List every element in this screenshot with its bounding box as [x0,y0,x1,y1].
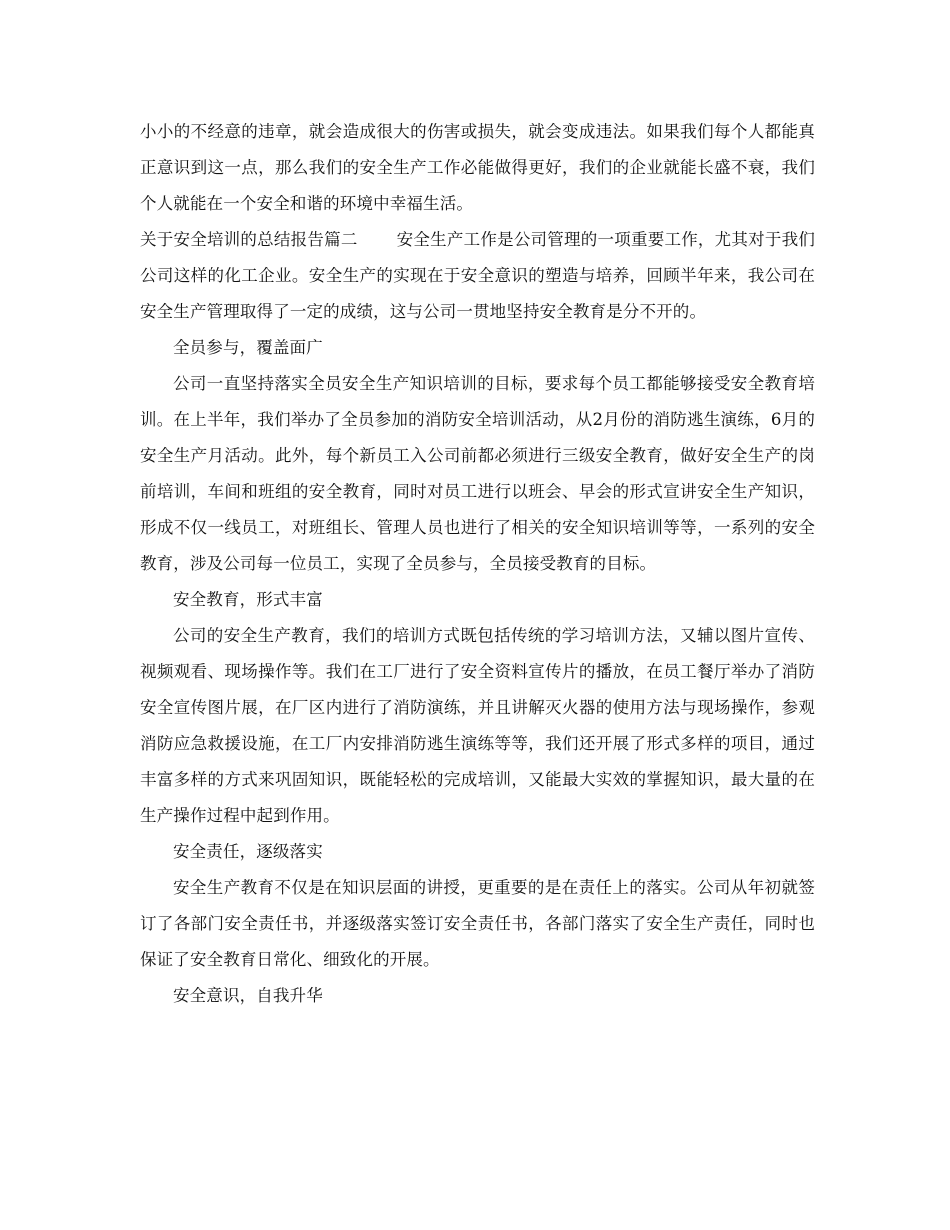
section-body-2: 公司的安全生产教育，我们的培训方式既包括传统的学习培训方法，又辅以图片宣传、视频观看、现场操作等。我们在工厂进行了安全资料宣传片的播放，在员工餐厅举办了消防安全宣传图片展，在厂区内进行了消防演练，并且讲解灭火器的使用方法与现场操作，参观消防应急救援设施，在工厂内安排消防逃生演练等等，我们还开展了形式多样的项目，通过丰富多样的方式来巩固知识，既能轻松的完成培训，又能最大实效的掌握知识，最大量的在生产操作过程中起到作用。 [140,626,815,825]
section-intro: 安全生产工作是公司管理的一项重要工作，尤其对于我们公司这样的化工企业。安全生产的实现在于安全意识的塑造与培养，回顾半年来，我公司在安全生产管理取得了一定的成绩，这与公司一贯地坚持安全教育是分不开的。 [140,230,815,321]
intro-paragraph: 小小的不经意的违章，就会造成很大的伤害或损失，就会变成违法。如果我们每个人都能真正意识到这一点，那么我们的安全生产工作必能做得更好，我们的企业就能长盛不衰，我们个人就能在一个安全和谐的环境中幸福生活。 [140,122,815,213]
section-title-paragraph [140,222,815,330]
document-content [140,114,815,1014]
section-heading-2: 安全教育，形式丰富 [173,590,323,609]
section-title: 关于安全培训的总结报告篇二 [140,230,358,249]
section-heading-4: 安全意识，自我升华 [173,986,323,1005]
section-heading-1: 全员参与，覆盖面广 [173,338,323,357]
section-heading-3: 安全责任，逐级落实 [173,842,323,861]
section-body-1: 公司一直坚持落实全员安全生产知识培训的目标，要求每个员工都能够接受安全教育培训。在上半年，我们举办了全员参加的消防安全培训活动，从2月份的消防逃生演练，6月的安全生产月活动。此外，每个新员工入公司前都必须进行三级安全教育，做好安全生产的岗前培训，车间和班组的安全教育，同时对员工进行以班会、早会的形式宣讲安全生产知识，形成不仅一线员工，对班组长、管理人员也进行了相关的安全知识培训等等，一系列的安全教育，涉及公司每一位员工，实现了全员参与，全员接受教育的目标。 [140,374,815,573]
section-body-3: 安全生产教育不仅是在知识层面的讲授，更重要的是在责任上的落实。公司从年初就签订了各部门安全责任书，并逐级落实签订安全责任书，各部门落实了安全生产责任，同时也保证了安全教育日常化、细致化的开展。 [140,878,815,969]
